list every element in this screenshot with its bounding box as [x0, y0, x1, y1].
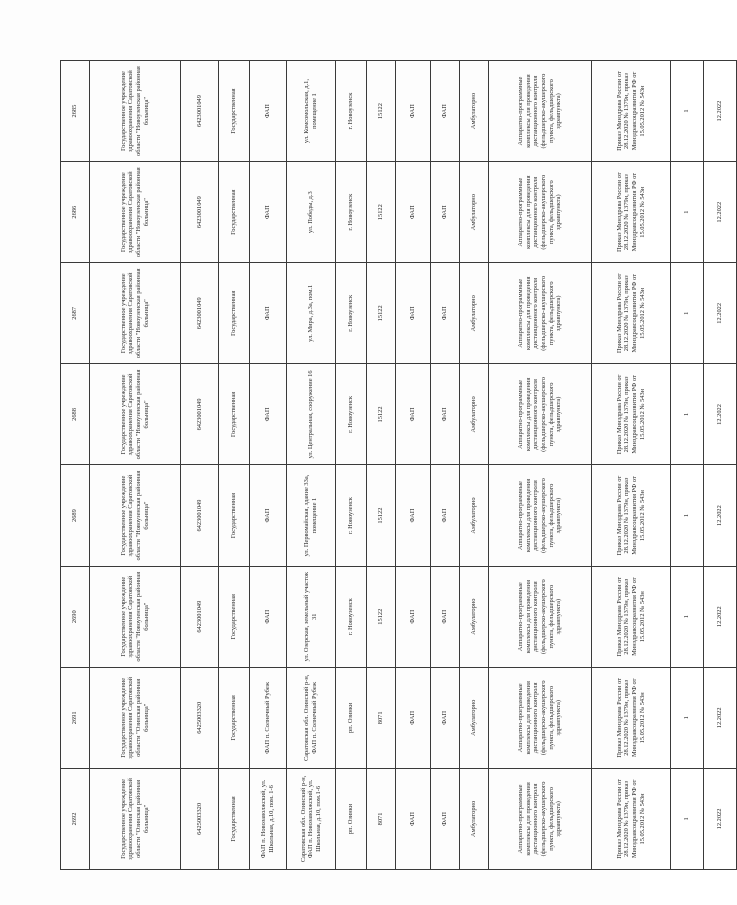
cell-qty: 1	[671, 61, 704, 162]
row-care	[460, 61, 489, 870]
cell-equipment: Аппаратно-программные комплексы для проведения дистанционного контроля (фельдшерско-акушерского пункта, фельдшерского здравпункта)	[489, 667, 592, 768]
equipment-table	[60, 60, 737, 870]
cell-code: 2688	[61, 364, 90, 465]
cell-equipment: Аппаратно-программные комплексы для проведения дистанционного контроля (фельдшерско-акушерского пункта, фельдшерского здравпункта)	[489, 768, 592, 869]
cell-oktmo: 15122	[367, 61, 396, 162]
cell-org: Государственное учреждение здравоохранения Саратовской области "Новоузенская районная больница"	[90, 162, 181, 263]
cell-locality: рп. Озинки	[336, 768, 367, 869]
cell-ownership: Государственная	[219, 61, 250, 162]
cell-care: Амбулаторно	[460, 566, 489, 667]
cell-code: 2685	[61, 61, 90, 162]
cell-locality: г. Новоузенск	[336, 566, 367, 667]
cell-qty: 1	[671, 364, 704, 465]
cell-oktmo: 15122	[367, 263, 396, 364]
cell-ownership: Государственная	[219, 162, 250, 263]
row-org	[90, 61, 181, 870]
cell-type2: ФАП	[431, 263, 460, 364]
cell-oktmo: 15122	[367, 566, 396, 667]
cell-type2: ФАП	[431, 162, 460, 263]
cell-type2: ФАП	[431, 566, 460, 667]
cell-org: Государственное учреждение здравоохранения Саратовской области "Новоузенская районная больница"	[90, 465, 181, 566]
cell-type1: ФАП	[396, 566, 431, 667]
cell-inn: 6425003320	[181, 768, 219, 869]
cell-care: Амбулаторно	[460, 162, 489, 263]
cell-org: Государственное учреждение здравоохранения Саратовской области "Озинская районная больница"	[90, 667, 181, 768]
cell-code: 2692	[61, 768, 90, 869]
cell-locality: г. Новоузенск	[336, 61, 367, 162]
cell-type1: ФАП	[396, 263, 431, 364]
cell-care: Амбулаторно	[460, 667, 489, 768]
cell-care: Амбулаторно	[460, 263, 489, 364]
cell-inn: 6423001049	[181, 61, 219, 162]
row-inn	[181, 61, 219, 870]
cell-name: ФАП	[250, 61, 287, 162]
cell-ownership: Государственная	[219, 768, 250, 869]
cell-type2: ФАП	[431, 364, 460, 465]
cell-inn: 6423001049	[181, 364, 219, 465]
cell-address: ул. Центральная, сооружение 16	[287, 364, 336, 465]
cell-type2: ФАП	[431, 667, 460, 768]
row-type2	[431, 61, 460, 870]
cell-locality: рп. Озинки	[336, 667, 367, 768]
cell-order: Приказ Минздрава России от 28.12.2020 № 1379н, приказ Минздравсоцразвития РФ от 15.05.2012 № 543н	[592, 61, 671, 162]
cell-inn: 6423001049	[181, 162, 219, 263]
cell-date: 12.2022	[704, 162, 737, 263]
cell-type1: ФАП	[396, 61, 431, 162]
cell-org: Государственное учреждение здравоохранения Саратовской области "Новоузенская районная больница"	[90, 61, 181, 162]
cell-locality: г. Новоузенск	[336, 364, 367, 465]
cell-equipment: Аппаратно-программные комплексы для проведения дистанционного контроля (фельдшерско-акушерского пункта, фельдшерского здравпункта)	[489, 566, 592, 667]
cell-name: ФАП п. Солнечный Рубеж	[250, 667, 287, 768]
cell-type1: ФАП	[396, 162, 431, 263]
cell-care: Амбулаторно	[460, 465, 489, 566]
cell-care: Амбулаторно	[460, 768, 489, 869]
cell-address: ул. Комсомольская, д.1, помещение 1	[287, 61, 336, 162]
cell-locality: г. Новоузенск	[336, 263, 367, 364]
cell-name: ФАП п. Новозаволжский, ул. Школьная, д.10, пом. 1-6	[250, 768, 287, 869]
row-type1	[396, 61, 431, 870]
row-equipment	[489, 61, 592, 870]
cell-date: 12.2022	[704, 465, 737, 566]
cell-qty: 1	[671, 263, 704, 364]
cell-inn: 6423001049	[181, 263, 219, 364]
cell-date: 12.2022	[704, 364, 737, 465]
cell-inn: 6425003320	[181, 667, 219, 768]
cell-ownership: Государственная	[219, 667, 250, 768]
row-date	[704, 61, 737, 870]
cell-date: 12.2022	[704, 566, 737, 667]
row-order	[592, 61, 671, 870]
cell-code: 2689	[61, 465, 90, 566]
cell-name: ФАП	[250, 162, 287, 263]
row-locality	[336, 61, 367, 870]
cell-oktmo: 8071	[367, 667, 396, 768]
cell-order: Приказ Минздрава России от 28.12.2020 № 1379н, приказ Минздравсоцразвития РФ от 15.05.2012 № 543н	[592, 465, 671, 566]
cell-code: 2687	[61, 263, 90, 364]
cell-code: 2690	[61, 566, 90, 667]
cell-date: 12.2022	[704, 61, 737, 162]
cell-inn: 6423001049	[181, 465, 219, 566]
cell-date: 12.2022	[704, 768, 737, 869]
row-code	[61, 61, 90, 870]
cell-equipment: Аппаратно-программные комплексы для проведения дистанционного контроля (фельдшерско-акушерского пункта, фельдшерского здравпункта)	[489, 61, 592, 162]
cell-address: ул. Первомайская, здание 33а, помещение 1	[287, 465, 336, 566]
cell-oktmo: 15122	[367, 162, 396, 263]
cell-equipment: Аппаратно-программные комплексы для проведения дистанционного контроля (фельдшерско-акушерского пункта, фельдшерского здравпункта)	[489, 263, 592, 364]
cell-type2: ФАП	[431, 465, 460, 566]
cell-name: ФАП	[250, 364, 287, 465]
cell-inn: 6423001049	[181, 566, 219, 667]
cell-name: ФАП	[250, 263, 287, 364]
cell-order: Приказ Минздрава России от 28.12.2020 № 1379н, приказ Минздравсоцразвития РФ от 15.05.2012 № 543н	[592, 667, 671, 768]
cell-type2: ФАП	[431, 61, 460, 162]
cell-oktmo: 8071	[367, 768, 396, 869]
cell-equipment: Аппаратно-программные комплексы для проведения дистанционного контроля (фельдшерско-акушерского пункта, фельдшерского здравпункта)	[489, 465, 592, 566]
row-oktmo	[367, 61, 396, 870]
cell-type1: ФАП	[396, 768, 431, 869]
cell-order: Приказ Минздрава России от 28.12.2020 № 1379н, приказ Минздравсоцразвития РФ от 15.05.2012 № 543н	[592, 364, 671, 465]
cell-oktmo: 15122	[367, 465, 396, 566]
cell-code: 2686	[61, 162, 90, 263]
table-body	[61, 61, 737, 870]
cell-address: Саратовская обл. Озинский р-н, ФАП п. Новозаволжский, ул. Школьная, д.10, пом.1-6	[287, 768, 336, 869]
cell-care: Амбулаторно	[460, 364, 489, 465]
cell-order: Приказ Минздрава России от 28.12.2020 № 1379н, приказ Минздравсоцразвития РФ от 15.05.2012 № 543н	[592, 566, 671, 667]
cell-ownership: Государственная	[219, 465, 250, 566]
rotated-table-wrapper	[60, 60, 724, 870]
cell-org: Государственное учреждение здравоохранения Саратовской области "Озинская районная больница"	[90, 768, 181, 869]
cell-care: Амбулаторно	[460, 61, 489, 162]
cell-ownership: Государственная	[219, 364, 250, 465]
cell-order: Приказ Минздрава России от 28.12.2020 № 1379н, приказ Минздравсоцразвития РФ от 15.05.2012 № 543н	[592, 768, 671, 869]
row-address	[287, 61, 336, 870]
cell-equipment: Аппаратно-программные комплексы для проведения дистанционного контроля (фельдшерско-акушерского пункта, фельдшерского здравпункта)	[489, 162, 592, 263]
cell-org: Государственное учреждение здравоохранения Саратовской области "Новоузенская районная больница"	[90, 566, 181, 667]
cell-equipment: Аппаратно-программные комплексы для проведения дистанционного контроля (фельдшерско-акушерского пункта, фельдшерского здравпункта)	[489, 364, 592, 465]
cell-oktmo: 15122	[367, 364, 396, 465]
cell-address: Саратовская обл. Озинский р-н, ФАП п. Солнечный Рубеж	[287, 667, 336, 768]
cell-type1: ФАП	[396, 364, 431, 465]
cell-org: Государственное учреждение здравоохранения Саратовской области "Новоузенская районная больница"	[90, 364, 181, 465]
cell-type1: ФАП	[396, 667, 431, 768]
cell-code: 2691	[61, 667, 90, 768]
cell-date: 12.2022	[704, 263, 737, 364]
cell-name: ФАП	[250, 566, 287, 667]
cell-org: Государственное учреждение здравоохранения Саратовской области "Новоузенская районная больница"	[90, 263, 181, 364]
cell-type1: ФАП	[396, 465, 431, 566]
cell-locality: г. Новоузенск	[336, 465, 367, 566]
cell-address: ул. Озерская, земельный участок 31	[287, 566, 336, 667]
cell-name: ФАП	[250, 465, 287, 566]
cell-order: Приказ Минздрава России от 28.12.2020 № 1379н, приказ Минздравсоцразвития РФ от 15.05.2012 № 543н	[592, 263, 671, 364]
cell-address: ул. Мира, д.3а, пом.1	[287, 263, 336, 364]
cell-date: 12.2022	[704, 667, 737, 768]
row-name	[250, 61, 287, 870]
cell-type2: ФАП	[431, 768, 460, 869]
cell-qty: 1	[671, 162, 704, 263]
cell-address: ул. Победы, д.3	[287, 162, 336, 263]
cell-qty: 1	[671, 465, 704, 566]
cell-ownership: Государственная	[219, 566, 250, 667]
cell-order: Приказ Минздрава России от 28.12.2020 № 1379н, приказ Минздравсоцразвития РФ от 15.05.2012 № 543н	[592, 162, 671, 263]
row-ownership	[219, 61, 250, 870]
cell-qty: 1	[671, 768, 704, 869]
cell-qty: 1	[671, 667, 704, 768]
cell-ownership: Государственная	[219, 263, 250, 364]
row-qty	[671, 61, 704, 870]
cell-locality: г. Новоузенск	[336, 162, 367, 263]
cell-qty: 1	[671, 566, 704, 667]
